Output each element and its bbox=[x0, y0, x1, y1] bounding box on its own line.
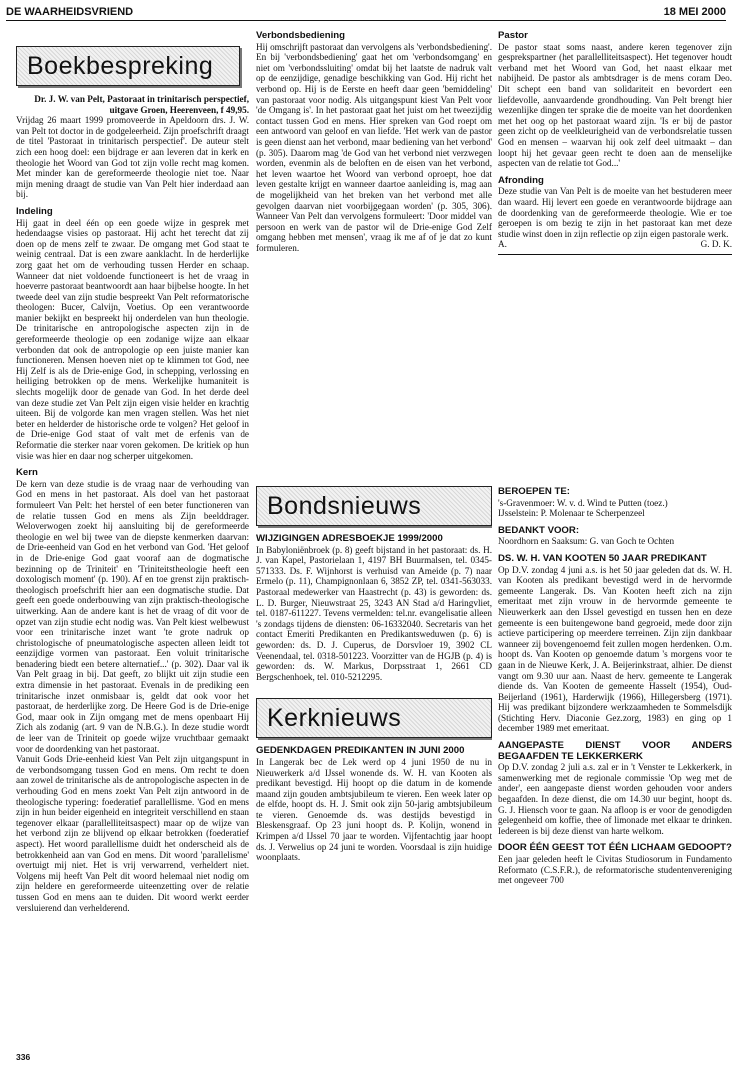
heading-beroepen: BEROEPEN TE: bbox=[498, 486, 570, 497]
review-verbondsbediening: Hij omschrijft pastoraat dan vervolgens als 'verbondsbediening'. En bij 'verbondsbediening' gaat het om 'verbondsomgang' en niet om 'verbondssluiting' omdat bij het laatste de nadruk valt op de eenzijdige, genadige beschikking van God. Hij richt het verbond op. Hij is de Eerste en heeft daar geen 'bemiddeling' van pastoraat voor nodig. Als uitgangspunt kiest Van Pelt voor 'de Omgang is'. In het pastoraat gaat het juist om het tweezijdig contact tussen God en mens. Hier spreken van God roept om een antwoord van geloof en van liefde. 'Het werk van de pastor is geen dienst aan het verbond, maar bediening van het verbond' (p. 305). Daarom mag 'de God van het verbond niet verzwegen worden, evenmin als de beloften en de eisen van het verbond, het leven waartoe het Woord van verbond oproept, hoe dat leven gestalte krijgt en wanneer daartoe aanleiding is, mag aan de mogelijkheid van het breken van het verbond met alle gevolgen daarvan niet voorbijgegaan worden' (p. 305, 306). Wanneer Van Pelt dan vervolgens formuleert: 'Door middel van persoon en werk van de pastor wil de Drie-enige God Zelf omgang hebben met mensen', vraag ik me af of je dat zo kunt formuleren. bbox=[256, 41, 492, 253]
book-citation: Dr. J. W. van Pelt, Pastoraat in trinitarisch perspectief, uitgave Groen, Heerenveen, f 49,95. bbox=[34, 94, 249, 115]
news-column-2 bbox=[256, 480, 492, 1054]
review-column-2 bbox=[256, 24, 492, 476]
aangepaste-dienst-text: Op D.V. zondag 2 juli a.s. zal er in 't Venster te Lekkerkerk, in samenwerking met de regionale commissie 'Op weg met de ander', een aangepaste dienst worden gehouden voor anders begaafden. In deze dienst, die om 14.30 uur begint, hoopt ds. G. J. Hiensch voor te gaan. Na afloop is er voor de genodigden gelegenheid om koffie, thee of limonade met elkaar te drinken. Iedereen is bij deze dienst van harte welkom. bbox=[498, 762, 732, 836]
boekbespreking-banner: Boekbespreking bbox=[16, 46, 240, 86]
heading-verbondsbediening: Verbondsbediening bbox=[256, 30, 346, 41]
heading-van-kooten: DS. W. H. VAN KOOTEN 50 JAAR PREDIKANT bbox=[498, 552, 707, 564]
review-intro: Vrijdag 26 maart 1999 promoveerde in Apeldoorn drs. J. W. van Pelt tot doctor in de godgeleerheid. Zijn proefschrift draagt de titel 'Pastoraat in trinitarisch perspectief'. De auteur stelt zich een hoog doel: een bijdrage er aan leveren dat in kerk en theologie het Woord van God tot zijn volle recht mag komen. Met minder kan de gereformeerde theologie niet toe. Naar mijn mening draagt de studie van Van Pelt hier inderdaad aan bij. bbox=[16, 115, 249, 200]
kerknieuws-text: In Langerak bec de Lek werd op 4 juni 1950 de nu in Nieuwerkerk a/d IJssel wonende ds. W. H. van Kooten als predikant bevestigd. Hij hoopt op die datum in de komende maand zijn gouden ambtsjubileum te vieren. Een week later op de elfde, hoopt ds. H. J. Smit ook zijn 50-jarig ambtsjubileum te vieren. Genoemde ds. was destijds bevestigd in Bleskensgraaf. Op 23 juni hoopt ds. P. Kolijn, wonend in Krimpen a/d IJssel 70 jaar te worden. Vijfentachtig jaar hoopt ds. J. Verwelius op 24 juni te worden. Voorsdaal is zijn huidige woonplaats. bbox=[256, 756, 492, 863]
beroepen-line-2: IJsselstein: P. Molenaar te Scherpenzeel bbox=[498, 508, 645, 519]
issue-date: 18 MEI 2000 bbox=[663, 6, 726, 18]
review-indeling: Hij gaat in deel één op een goede wijze in gesprek met hedendaagse visies op pastoraat. Hij acht het terecht dat zij doen op de mens zelf te zwaar. De omgang met God staat te weinig centraal. Dat is een zware aanklacht. In de herderlijke zorg gaat het om de verhouding tussen Herder en schaap. Wanneer dat niet voldoende functioneert is het de vraag in hoeverre pastoraat beantwoordt aan haar bijbelse hoogte. In het tweede deel van zijn studie bespreekt Van Pelt reformatorische theologen: Bucer, Calvijn, Voetius. Op een verantwoorde manier bekijkt en bespreekt hij onderdelen van hun theologie. De trinitarische en antropologische aspecten zijn in de gereformeerde theologie op een zodanige wijze aan elkaar verbonden dat ook de antropologie op een juiste manier kan functioneren. Mensen hoeven niet op te klimmen tot God, nee Hij Zelf is als de Drie-enige God, in schepping, verlossing en heiliging betrokken op de mens. Werkelijke humaniteit is slechts mogelijk door de genade van God. In het derde deel van deze studie zet Van Pelt zijn eigen visie helder en krachtig uiteen. Bij de volgorde kan men vragen stellen. Was het niet beter en helderder de historische orde te volgen? Het geloof in de Drie-enige God staat of valt met de erfenis van de Reformatie die sterker naar voren gekomen. De kritiek op hun visie was hier en daar nog scherper uitgekomen. bbox=[16, 217, 249, 461]
signature-right: G. D. K. bbox=[700, 239, 732, 250]
heading-gedenkdagen: GEDENKDAGEN PREDIKANTEN IN JUNI 2000 bbox=[256, 745, 465, 757]
review-kern: De kern van deze studie is de vraag naar de verhouding van God en mens in het pastoraat. Als doel van het pastoraat formuleert Van Pelt: het herstel of een beter functioneren van de relatie tussen God en mens als Zijn beelddrager. Weloverwogen zoekt hij aansluiting bij de gereformeerde theologie en wel bij twee van de diepste kenmerken daarvan: de Drie-eenheid van God en het verbond van God. 'Het geloof in de Drie-enige God gaat vooraf aan de dogmatische bezinning op de Triniteit' en 'Triniteitstheologie heeft een doxologisch moment' (p. 190). Af en toe grenst zijn praktisch-theologisch proefschrift hier aan een dogmatische studie. Dat geeft een goede onderbouwing van zijn praktisch-theologische uitwerking. Aan de andere kant is het de vraag of dit voor de opzet van zijn studie echt nodig was. Van Pelt kiest welbewust voor een trinitarische inzet want 'te grote nadruk op christologische of pneumatologische aspecten alleen leidt tot eenzijdige vormen van pastoraat. Een voluit trinitarische benadering biedt een betere alternatief...' (p. 302). Daar val ik Van Pelt graag in bij. Dat geeft, zo blijkt uit zijn studie een extra dimensie in het pastoraat. Evenals in de prediking een trinitarische inzet onmisbaar is, geldt dat ook voor het pastoraat, de herderlijke zorg. De Heere God is de Drie-enige God, maar ook in Zijn omgang met de mens openbaart Hij Zich als zodanig (art. 9 van de N.B.G.). In deze studie wordt de leer van de Triniteit op goede wijze vruchtbaar gemaakt voor de doordenking van het pastoraat. bbox=[16, 478, 249, 754]
review-afronding: Deze studie van Van Pelt is de moeite van het bestuderen meer dan waard. Hij levert een goede en verantwoorde bijdrage aan de doordenking van de gereformeerde theologie. Wie er toe geroepen is om bezig te zijn in het pastoraat kan met deze studie winst doen in zijn reflectie op zijn eigen pastorale werk. bbox=[498, 186, 732, 239]
signature-left: A. bbox=[498, 239, 507, 250]
heading-een-geest: DOOR ÉÉN GEEST TOT ÉÉN LICHAAM GEDOOPT? bbox=[498, 842, 732, 854]
review-column-3 bbox=[498, 24, 732, 476]
een-geest-text: Een jaar geleden heeft le Civitas Studiosorum in Fundamento Reformato (C.S.F.R.), de reformatorische studentenvereniging met ongeveer 700 bbox=[498, 854, 732, 886]
review-signature bbox=[498, 239, 732, 250]
heading-adresboekje: WIJZIGINGEN ADRESBOEKJE 1999/2000 bbox=[256, 533, 443, 544]
van-kooten-text: Op D.V. zondag 4 juni a.s. is het 50 jaar geleden dat ds. W. H. van Kooten als predikant bevestigd werd in de hervormde gemeente Langerak. Ds. Van Kooten heeft zich na zijn emeritaat met zijn vrouw in de hervormde gemeente te Nieuwerkerk aan den IJssel gevestigd en tussen hen en deze gemeente is een buitengewone band gegroeid, mede door zijn actieve participering op meerdere terreinen. Zijn zijn dankbaar wanneer zij bovengenoemd feit zullen mogen herdenken. O.m. hoopt ds. Van Kooten op genoemde datum 's morgens voor te gaan in de Nieuwe Kerk, J. A. Beijerinkstraat, alhier. De dienst vangt om 9.30 uur aan. Naast de herv. gemeente te Langerak diende ds. Van Kooten de gemeente Hasselt (1954), Oud-Beijerland (1961), Harderwijk (1966), Hillegersberg (1971). Hij was predikant bijzondere werkzaamheden te Sommelsdijk (Stichting Herv. Diaconie Gez.zorg, 1983) en ging op 1 december 1989 met emeritaat. bbox=[498, 564, 732, 734]
bondsnieuws-banner: Bondsnieuws bbox=[256, 486, 492, 526]
heading-aangepaste-dienst: AANGEPASTE DIENST VOOR ANDERS BEGAAFDEN TE LEKKERKERK bbox=[498, 740, 732, 762]
beroepen-line-1: 's-Gravenmoer: W. v. d. Wind te Putten (toez.) bbox=[498, 497, 668, 508]
header-rule bbox=[6, 20, 726, 21]
heading-kern: Kern bbox=[16, 467, 38, 479]
review-pastor: De pastor staat soms naast, andere keren tegenover zijn gesprekspartner (het parallelliteitsaspect). Het tegenover houdt verband met het Woord van God, het naast elkaar met nabijheid. De pastor als ambtsdrager is de mens coram Deo. Dit schept een band van solidariteit en bevordert een liefdevolle, aanvaardende grondhouding. Van Pelt brengt hier wezenlijke dingen ter sprake die de moeite van het doordenken met het oog op het pastoraat waard zijn. 'Is er bij de pastor geen zicht op de veelkleurigheid van de verbondsrelatie tussen God en mensen – waarvan hij ook zelf deel uitmaakt – dan loopt hij het gevaar geen recht te doen aan de menselijke aspecten van de relatie tot God...' bbox=[498, 41, 732, 169]
review-kern-last: Vanuit Gods Drie-eenheid kiest Van Pelt zijn uitgangspunt in de verbondsomgang tussen God en mens. Om recht te doen aan zowel de trinitarische als de antropologische aspecten in de verhouding God en mens zoekt Van Pelt zijn antwoord in de theologische typering: foederatief parallellisme. 'God en mens zijn in hun beider eigenheid en integriteit verschillend en staan tegenover elkaar (parallelliteitsaspect) maar op de wijze van het verbond zijn ze blijvend op elkaar betrokken (foederatief aspect). Het woord parallellisme duidt het onderscheid als de betrokkenheid aan van God en mens. Dit woord 'parallelisme' overtuigt mij niet. Het is vrij verwarrend, verheldert niet. Volgens mij heeft Van Pelt dit woord helemaal niet nodig om zijn heldere en gereformeerde uiteenzetting over de relatie tussen God en mens aan te duiden. Dit woord werkt eerder versluierend dan verhelderend. bbox=[16, 754, 249, 913]
column-divider bbox=[498, 254, 732, 255]
heading-afronding: Afronding bbox=[498, 174, 544, 186]
news-column-3 bbox=[498, 480, 732, 1054]
page-header bbox=[6, 2, 726, 18]
review-column-1 bbox=[16, 24, 249, 1054]
bedankt-line-1: Noordhorn en Saaksum: G. van Goch te Ochten bbox=[498, 536, 675, 547]
heading-indeling: Indeling bbox=[16, 205, 53, 217]
heading-bedankt: BEDANKT VOOR: bbox=[498, 524, 580, 536]
heading-pastor: Pastor bbox=[498, 30, 528, 41]
page-number: 336 bbox=[16, 1052, 31, 1062]
publication-name: DE WAARHEIDSVRIEND bbox=[6, 6, 134, 18]
kerknieuws-banner: Kerknieuws bbox=[256, 698, 492, 738]
bondsnieuws-text: In Babyloniënbroek (p. 8) geeft bijstand in het pastoraat: ds. H. J. van Kapel, Pastorielaan 1, 4197 BH Buurmalsen, tel. 0345-571333. Ds. F. Wijnhorst is verhuisd van Ameide (p. 7) naar Ermelo (p. 11), Champignonlaan 6, 3852 ZP, tel. 0341-563033. Pastoraal medewerker van Haastrecht (p. 43) is geworden: ds. L. D. Burger, Nieuwstraat 25, 3243 AN Stad a/d Haringvliet, tel. 0187-611227. Tevens vermelden: tel.nr. evangelisatie alleen 's zondags tijdens de diensten: 06-16332040. Secretaris van het contact Emeriti Predikanten en Predikantsweduwen (p. 6) is geworden: ds. D. J. Cuperus, de Dorsvloer 19, 3902 CL Veenendaal, tel. 0318-501223. Voorzitter van de HGJB (p. 4) is geworden: ds. W. Markus, Dorpsstraat 1, 2661 CD Bergschenhoek, tel. 010-5212295. bbox=[256, 544, 492, 682]
